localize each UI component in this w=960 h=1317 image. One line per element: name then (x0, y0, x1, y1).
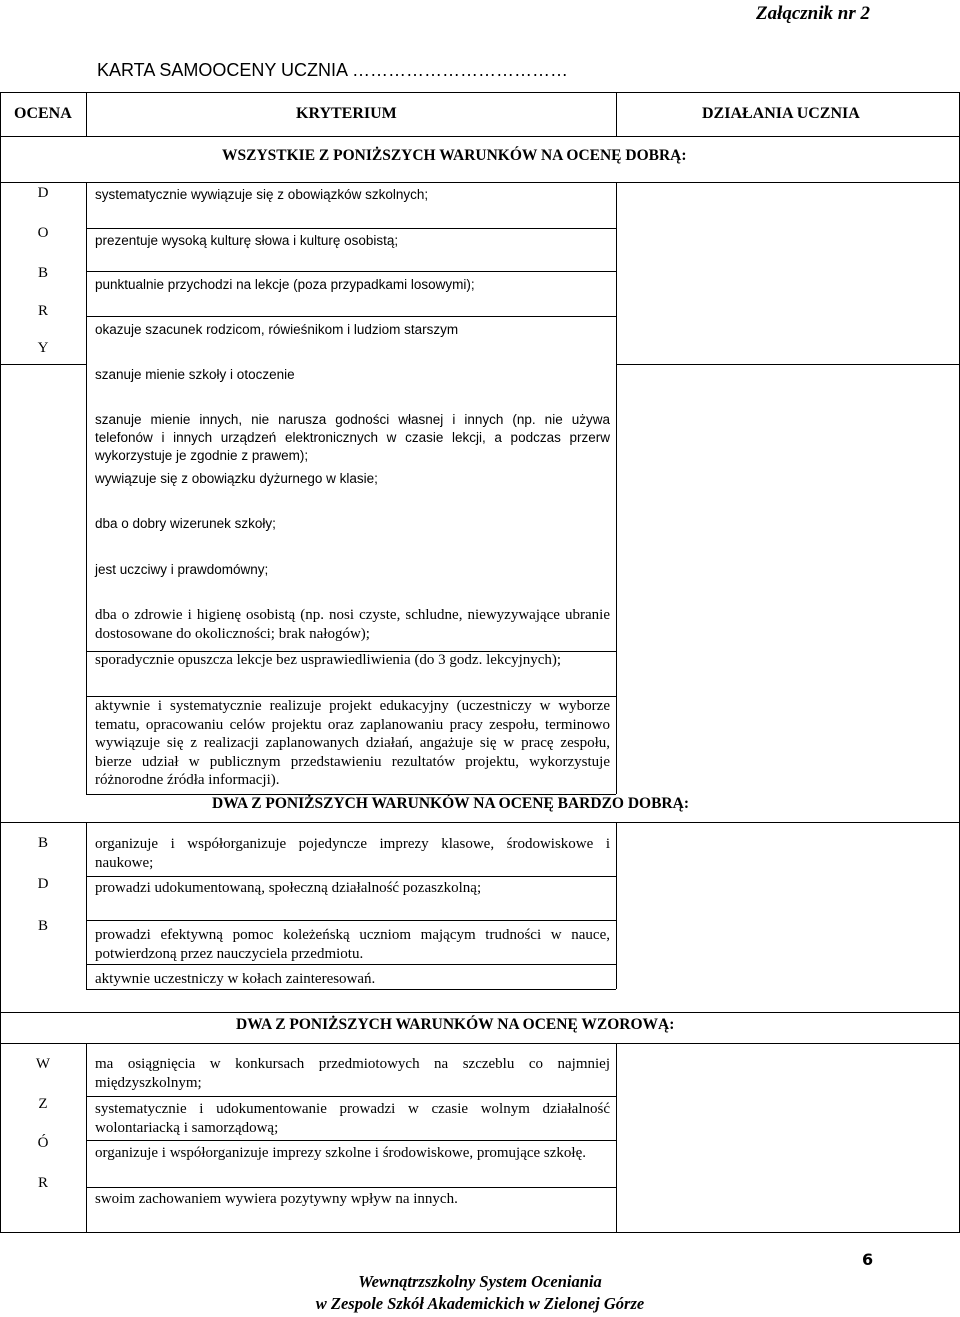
criterion-text: aktywnie i systematycznie realizuje projekt edukacyjny (uczestniczy w wyborze tematu, opracowaniu celów projektu oraz zaplanowaniu pracy zespołu, terminowo wywiązuje się z realizacji zaplanowanych działań, angażuje się w pracę zespołu, bierze udział w publicznym przedstawieniu rezultatów projektu, wykorzystuje różnorodne źródła informacji). (95, 698, 610, 788)
criterion-text: organizuje i współorganizuje imprezy szkolne i środowiskowe, promujące szkołę. (95, 1145, 586, 1161)
page-number: 6 (862, 1250, 874, 1269)
column-divider (616, 822, 617, 989)
actions-cell-border (616, 364, 960, 365)
criterion-text: aktywnie uczestniczy w kołach zainteresowań. (95, 971, 376, 987)
section-title-bardzo-dobry: DWA Z PONIŻSZYCH WARUNKÓW NA OCENĘ BARDZO DOBRĄ: (212, 795, 689, 812)
document-title: KARTA SAMOOCENY UCZNIA ……………………………… (97, 60, 569, 80)
row-divider (86, 989, 616, 990)
grade-letter: Z (38, 1096, 48, 1112)
grade-cell-border (0, 364, 86, 365)
grade-letter: B (37, 835, 48, 851)
criterion-text: swoim zachowaniem wywiera pozytywny wpływ na innych. (95, 1191, 458, 1207)
row-divider (86, 228, 616, 229)
grade-letters-wzorowy (0, 1057, 86, 1191)
header-actions: DZIAŁANIA UCZNIA (702, 105, 860, 122)
criterion-text: systematycznie wywiązuje się z obowiązków szkolnych; (95, 187, 429, 202)
footer-line-2: w Zespole Szkół Akademickich w Zielonej Górze (315, 1294, 645, 1313)
grade-letter: B (37, 918, 48, 934)
criterion-text: punktualnie przychodzi na lekcje (poza przypadkami losowymi); (95, 277, 475, 292)
column-divider (86, 182, 87, 794)
row-divider (86, 271, 616, 272)
column-divider (616, 92, 617, 136)
footer-line-1: Wewnątrzszkolny System Oceniania (358, 1272, 602, 1291)
grade-letter: O (37, 225, 49, 241)
grade-letter: B (37, 265, 48, 281)
row-divider (86, 1140, 616, 1141)
criterion-text: prezentuje wysoką kulturę słowa i kulturę osobistą; (95, 233, 399, 248)
column-divider (86, 822, 87, 989)
header-criterion: KRYTERIUM (296, 105, 397, 122)
criterion-text: ma osiągnięcia w konkursach przedmiotowych na szczeblu co najmniej międzyszkolnym; (95, 1056, 610, 1091)
criterion-text: wywiązuje się z obowiązku dyżurnego w klasie; (95, 471, 378, 486)
grade-letter: R (37, 303, 48, 319)
criterion-text: dba o dobry wizerunek szkoły; (95, 516, 276, 531)
grade-letter: W (35, 1056, 51, 1072)
column-divider (86, 1043, 87, 1232)
criterion-text: prowadzi efektywną pomoc koleżeńską uczniom mającym trudności w nauce, potwierdzoną przez nauczyciela przedmiotu. (95, 927, 610, 962)
grade-letter: D (37, 876, 49, 892)
criterion-text: prowadzi udokumentowaną, społeczną działalność pozaszkolną; (95, 880, 482, 896)
criterion-text: szanuje mienie innych, nie narusza godności własnej i innych (np. nie używa telefonów i innych urządzeń elektronicznych w czasie lekcji, a podczas przerw wykorzystuje je zgodnie z prawem); (95, 412, 610, 463)
criterion-text: dba o zdrowie i higienę osobistą (np. nosi czyste, schludne, niewyzywające ubranie dostosowane do okoliczności; brak nałogów); (95, 607, 610, 642)
section-title-border (0, 182, 960, 183)
grade-letter: R (37, 1175, 48, 1191)
row-divider (86, 1096, 616, 1097)
section-title-border (0, 822, 960, 823)
section-title-border (0, 1043, 960, 1044)
grade-letter: Ó (37, 1135, 49, 1151)
criterion-text: systematycznie i udokumentowanie prowadzi w czasie wolnym działalność wolontariacką i samorządową; (95, 1101, 610, 1136)
column-divider (616, 182, 617, 364)
header-grade: OCENA (14, 105, 72, 122)
row-divider (86, 920, 616, 921)
attachment-label: Załącznik nr 2 (755, 3, 870, 24)
column-divider (616, 364, 617, 794)
column-divider (86, 92, 87, 136)
table-bottom-border (0, 1232, 960, 1233)
row-divider (86, 1187, 616, 1188)
row-divider (86, 316, 616, 317)
grade-letters-bardzo-dobry (0, 836, 86, 934)
column-divider (616, 1043, 617, 1232)
row-divider (86, 876, 616, 877)
section-title-wzorowy: DWA Z PONIŻSZYCH WARUNKÓW NA OCENĘ WZOROWĄ: (236, 1016, 675, 1033)
criterion-text: okazuje szacunek rodzicom, rówieśnikom i ludziom starszym (95, 322, 459, 337)
criterion-text: jest uczciwy i prawdomówny; (95, 562, 269, 577)
criterion-text: sporadycznie opuszcza lekcje bez usprawiedliwienia (do 3 godz. lekcyjnych); (95, 652, 562, 668)
table-top-border (0, 92, 960, 93)
grade-letters-dobry (0, 186, 86, 356)
criterion-text: szanuje mienie szkoły i otoczenie (95, 367, 295, 382)
grade-letter: D (37, 185, 49, 201)
grade-letter: Y (37, 340, 49, 356)
criterion-text: organizuje i współorganizuje pojedyncze imprezy klasowe, środowiskowe i naukowe; (95, 836, 610, 871)
section-top-border (0, 1012, 960, 1013)
row-divider (86, 964, 616, 965)
section-title-dobry: WSZYSTKIE Z PONIŻSZYCH WARUNKÓW NA OCENĘ DOBRĄ: (222, 147, 687, 164)
header-row-border (0, 136, 960, 137)
